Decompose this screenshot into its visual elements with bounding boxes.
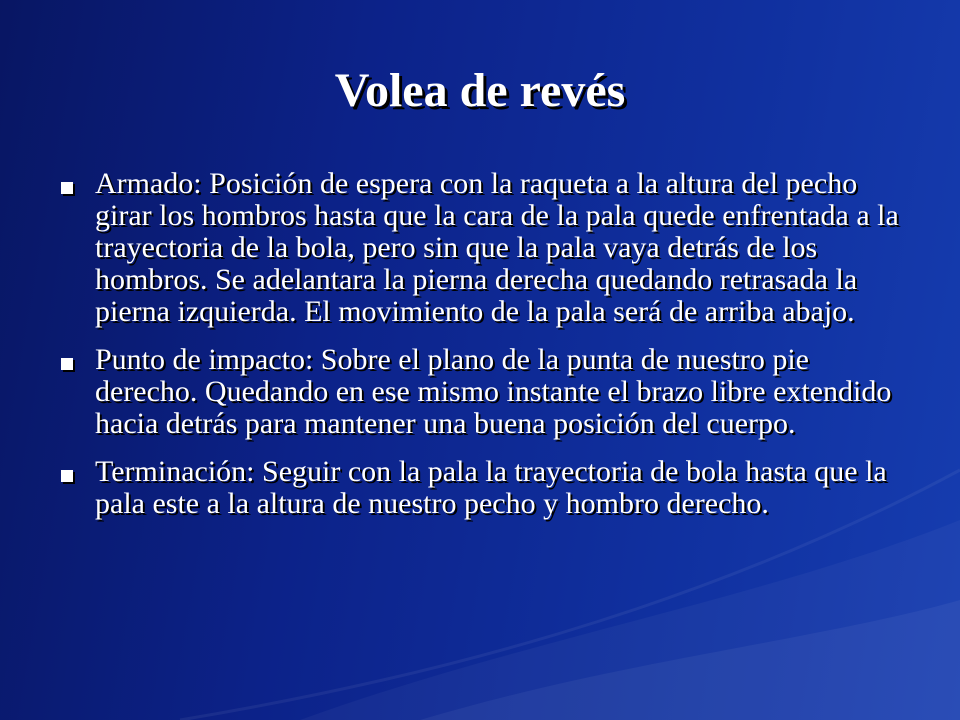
bullet-item-terminacion	[61, 456, 901, 520]
bullet-text: Armado: Posición de espera con la raqueta a la altura del pecho girar los hombros hasta que la cara de la pala quede enfrentada a la trayectoria de la bola, pero sin que la pala vaya detrás de los hombros. Se adelantara la pierna derecha quedando retrasada la pierna izquierda. El movimiento de la pala será de arriba abajo.	[95, 167, 899, 328]
bullet-text: Punto de impacto: Sobre el plano de la punta de nuestro pie derecho. Quedando en ese mismo instante el brazo libre extendido hacia detrás para mantener una buena posición del cuerpo.	[95, 343, 892, 440]
bullet-text: Terminación: Seguir con la pala la trayectoria de bola hasta que la pala este a la altura de nuestro pecho y hombro derecho.	[95, 455, 887, 520]
square-bullet-icon	[61, 182, 73, 194]
square-bullet-icon	[61, 358, 73, 370]
slide-title: Volea de revés	[334, 64, 626, 117]
bullet-item-armado	[61, 168, 901, 328]
bullet-item-punto-de-impacto	[61, 344, 901, 440]
square-bullet-icon	[61, 470, 73, 482]
bullet-list	[61, 168, 901, 536]
